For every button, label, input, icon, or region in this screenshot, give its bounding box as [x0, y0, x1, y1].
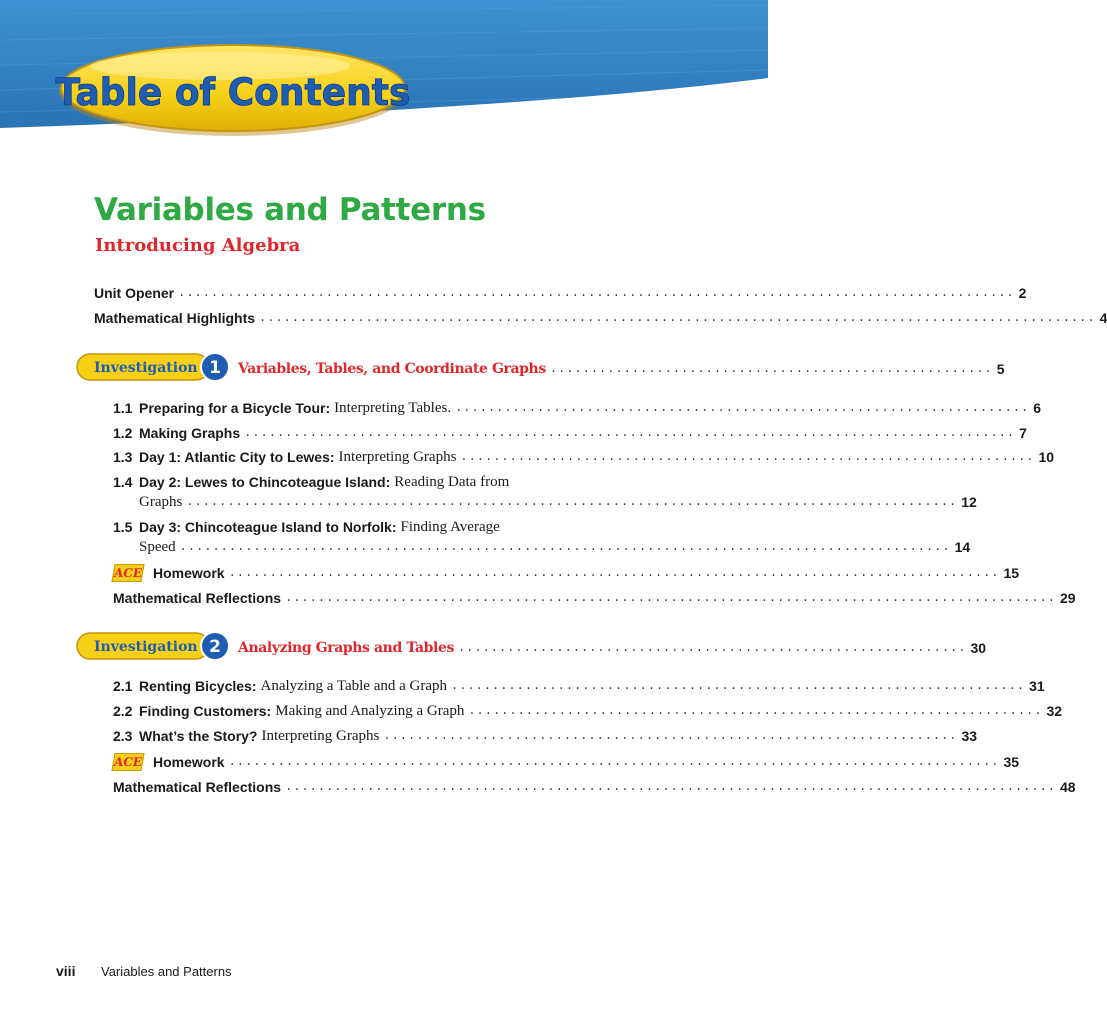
page-number: 29: [1059, 590, 1076, 606]
book-subtitle: Introducing Algebra: [95, 235, 301, 256]
section-subtitle: Reading Data from: [394, 474, 510, 490]
investigation-title: Analyzing Graphs and Tables: [238, 640, 454, 656]
dot-leader: ..............................................................................................: [228, 566, 1000, 580]
section-subtitle: Interpreting Graphs: [261, 728, 380, 744]
dot-leader: ..............................................................................................: [285, 591, 1056, 605]
toc-entry-1-5[interactable]: [113, 514, 580, 536]
section-number: 1.3: [113, 449, 133, 465]
dot-leader: ......................................................................: [460, 450, 1035, 464]
dot-leader: ..............................................................................................: [285, 780, 1056, 794]
page-number: 4: [1099, 310, 1107, 326]
toc-entry-reflections-1[interactable]: [113, 585, 1076, 607]
page-number: 2: [1018, 285, 1027, 301]
reflections-label: Mathematical Reflections: [113, 779, 282, 795]
toc-entry-investigation-1[interactable]: [238, 356, 1005, 378]
page-number: 5: [996, 361, 1005, 377]
entry-title: Unit Opener: [94, 285, 175, 301]
investigation-1-badge: [76, 349, 234, 385]
page-number: 48: [1059, 779, 1076, 795]
toc-entry-mathematical-highlights[interactable]: [94, 305, 1107, 327]
section-subtitle-continued: Speed: [139, 539, 176, 555]
toc-entry-reflections-2[interactable]: [113, 774, 1076, 796]
toc-entry-2-1[interactable]: [113, 673, 1045, 695]
page-number: 33: [961, 728, 978, 744]
dot-leader: ..............................................................: [457, 641, 967, 655]
toc-entry-homework-2[interactable]: [112, 749, 1020, 771]
page-number: 7: [1019, 425, 1027, 441]
ace-badge: ACE: [112, 755, 144, 769]
toc-entry-homework-1[interactable]: [112, 560, 1020, 582]
page-number: 10: [1038, 449, 1055, 465]
dot-leader: ..............................................................................................: [228, 755, 1000, 769]
toc-entry-unit-opener[interactable]: [94, 280, 1027, 302]
investigation-title: Variables, Tables, and Coordinate Graphs: [238, 361, 546, 377]
toc-entry-2-2[interactable]: [113, 698, 1063, 720]
section-heading: Day 2: Lewes to Chincoteague Island:: [139, 474, 391, 490]
dot-leader: ......................................................................: [383, 729, 958, 743]
page-number: 15: [1003, 565, 1020, 581]
page-number: 31: [1029, 678, 1045, 694]
section-number: 2.2: [113, 703, 133, 719]
section-heading: Preparing for a Bicycle Tour:: [139, 400, 331, 416]
section-number: 1.5: [113, 519, 133, 535]
toc-entry-1-3[interactable]: [113, 444, 1055, 466]
section-subtitle-continued: Graphs: [139, 494, 183, 510]
section-subtitle: Interpreting Graphs: [338, 449, 457, 465]
section-number: 1.1: [113, 400, 133, 416]
page-number: 6: [1033, 400, 1041, 416]
homework-label: Homework: [153, 754, 225, 770]
dot-leader: ..............................................................................................: [244, 426, 1016, 440]
section-heading: Day 1: Atlantic City to Lewes:: [139, 449, 335, 465]
dot-leader: ..............................................................................................: [179, 540, 951, 554]
section-heading: What’s the Story?: [139, 728, 258, 744]
reflections-label: Mathematical Reflections: [113, 590, 282, 606]
investigation-label: Investigation: [94, 360, 198, 376]
dot-leader: ..............................................................................................: [186, 495, 958, 509]
toc-entry-2-3[interactable]: [113, 723, 978, 745]
dot-leader: ......................................................................................................: [259, 311, 1096, 325]
toc-entry-1-1[interactable]: [113, 395, 1041, 417]
homework-label: Homework: [153, 565, 225, 581]
toc-entry-1-5-continued[interactable]: [139, 534, 971, 556]
page-number: 32: [1046, 703, 1063, 719]
ace-badge: ACE: [112, 566, 144, 580]
footer-page-number: viii: [56, 963, 76, 979]
section-subtitle: Interpreting Tables.: [334, 400, 452, 416]
section-number: 2.1: [113, 678, 133, 694]
dot-leader: ......................................................................: [468, 704, 1043, 718]
footer-running-title: Variables and Patterns: [101, 964, 232, 979]
section-number: 2.3: [113, 728, 133, 744]
section-heading: Day 3: Chincoteague Island to Norfolk:: [139, 519, 397, 535]
section-subtitle: Finding Average: [400, 519, 500, 535]
dot-leader: ......................................................................: [451, 679, 1026, 693]
section-heading: Making Graphs: [139, 425, 241, 441]
dot-leader: ......................................................................................................: [178, 286, 1015, 300]
section-heading: Renting Bicycles:: [139, 678, 257, 694]
toc-entry-1-4-continued[interactable]: [139, 489, 977, 511]
page-number: 35: [1003, 754, 1020, 770]
header-banner: [0, 0, 768, 150]
toc-entry-1-2[interactable]: [113, 420, 1027, 442]
dot-leader: ......................................................: [549, 362, 993, 376]
investigation-label: Investigation: [94, 639, 198, 655]
page-number: 30: [970, 640, 987, 656]
entry-title: Mathematical Highlights: [94, 310, 256, 326]
section-subtitle: Analyzing a Table and a Graph: [260, 678, 448, 694]
toc-entry-investigation-2[interactable]: [238, 635, 987, 657]
investigation-number: 2: [209, 637, 221, 657]
section-number: 1.2: [113, 425, 133, 441]
dot-leader: ......................................................................: [455, 401, 1030, 415]
section-subtitle: Making and Analyzing a Graph: [275, 703, 465, 719]
section-heading: Finding Customers:: [139, 703, 272, 719]
investigation-2-badge: [76, 628, 234, 664]
banner-title: Table of Contents: [55, 70, 411, 115]
page-number: 12: [961, 494, 977, 510]
book-title: Variables and Patterns: [94, 192, 486, 228]
investigation-number: 1: [209, 358, 221, 378]
page-number: 14: [954, 539, 971, 555]
toc-entry-1-4[interactable]: [113, 469, 580, 491]
section-number: 1.4: [113, 474, 133, 490]
